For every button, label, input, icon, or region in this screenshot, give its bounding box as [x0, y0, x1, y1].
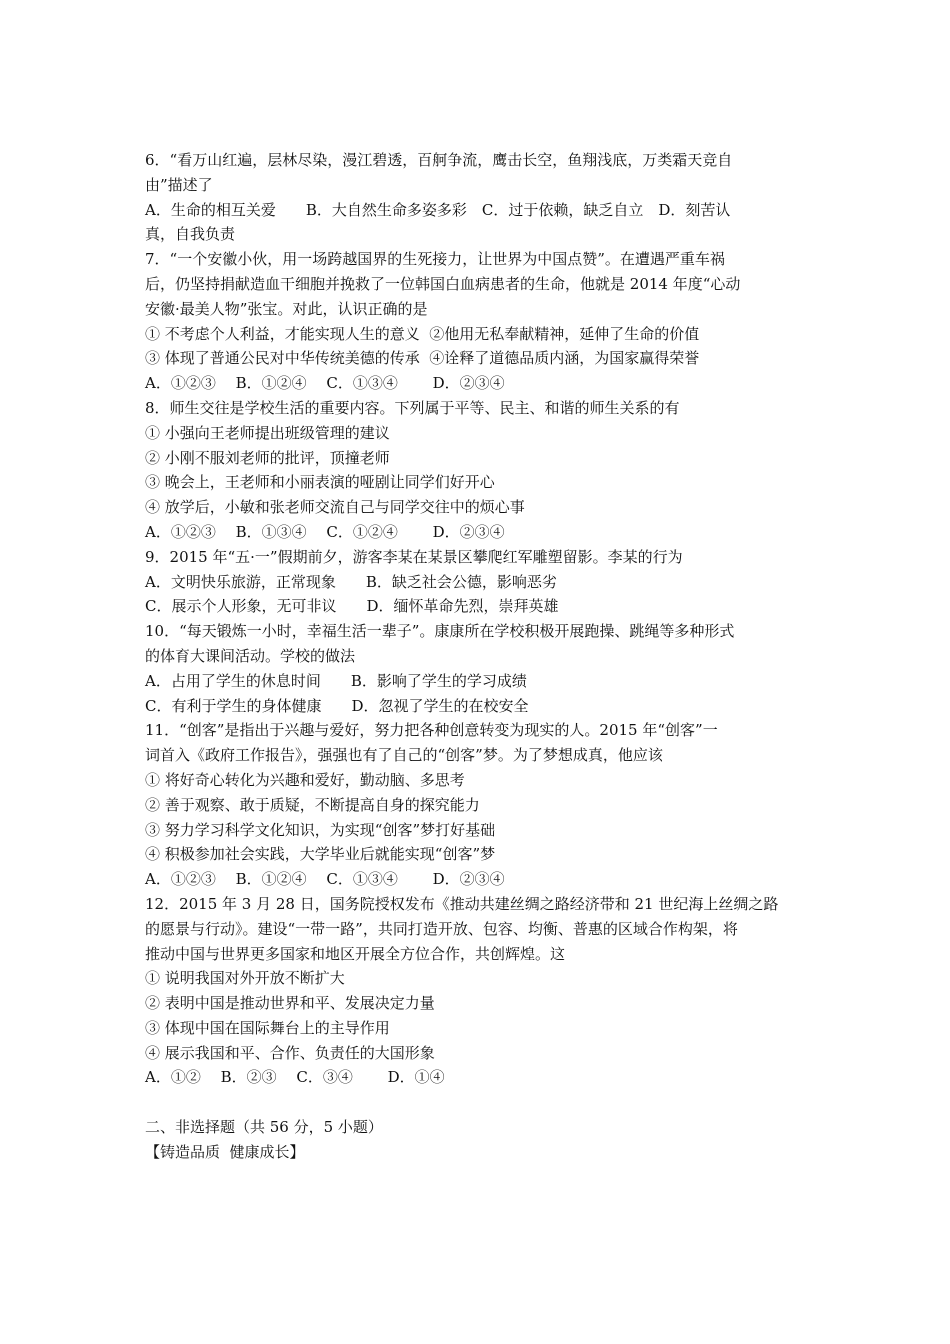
text-line: 12．2015 年 3 月 28 日，国务院授权发布《推动共建丝绸之路经济带和 21 世纪海上丝绸之路 — [145, 894, 779, 913]
text-line: 后，仍坚持捐献造血干细胞并挽救了一位韩国白血病患者的生命，他就是 2014 年度“心动 — [145, 274, 741, 293]
text-line: 真，自我负责 — [145, 225, 236, 244]
section-title: 二、非选择题（共 56 分，5 小题） — [145, 1118, 383, 1137]
text-line: ④ 放学后，小敏和张老师交流自己与同学交往中的烦心事 — [145, 498, 525, 517]
text-line: 的体育大课间活动。学校的做法 — [145, 646, 356, 665]
text-line: A．①②③ B．①③④ C．①②④ D．②③④ — [145, 522, 505, 541]
text-line: A．①② B．②③ C．③④ D．①④ — [145, 1068, 445, 1087]
text-line: ① 说明我国对外开放不断扩大 — [145, 969, 345, 988]
text-line: A．占用了学生的休息时间 B．影响了学生的学习成绩 — [145, 671, 527, 690]
blank-line — [145, 1090, 810, 1115]
text-line: 推动中国与世界更多国家和地区开展全方位合作，共创辉煌。这 — [145, 944, 566, 963]
text-line: A．文明快乐旅游，正常现象 B．缺乏社会公德，影响恶劣 — [145, 572, 557, 591]
text-line: C．展示个人形象，无可非议 D．缅怀革命先烈，崇拜英雄 — [145, 597, 559, 616]
text-line: ② 表明中国是推动世界和平、发展决定力量 — [145, 994, 435, 1013]
text-line: ① 不考虑个人利益，才能实现人生的意义 ②他用无私奉献精神，延伸了生命的价值 — [145, 324, 700, 343]
text-line: C．有利于学生的身体健康 D．忽视了学生的在校安全 — [145, 696, 529, 715]
text-line: 10．“每天锻炼一小时，幸福生活一辈子”。康康所在学校积极开展跑操、跳绳等多种形式 — [145, 622, 735, 641]
text-line: ② 小刚不服刘老师的批评，顶撞老师 — [145, 448, 390, 467]
text-line: A．①②③ B．①②④ C．①③④ D．②③④ — [145, 374, 505, 393]
text-line: ① 小强向王老师提出班级管理的建议 — [145, 423, 390, 442]
document-body — [145, 148, 810, 1165]
text-line: 的愿景与行动》。建设“一带一路”，共同打造开放、包容、均衡、普惠的区域合作构架，将 — [145, 919, 738, 938]
text-line: ① 将好奇心转化为兴趣和爱好，勤动脑、多思考 — [145, 770, 465, 789]
text-line: 安徽·最美人物”张宝。对此，认识正确的是 — [145, 299, 428, 318]
text-line: 7．“一个安徽小伙，用一场跨越国界的生死接力，让世界为中国点赞”。在遭遇严重车祸 — [145, 250, 725, 269]
text-line: A．生命的相互关爱 B．大自然生命多姿多彩 C．过于依赖，缺乏自立 D．刻苦认 — [145, 200, 731, 219]
subsection-title: 【铸造品质 健康成长】 — [145, 1142, 305, 1161]
text-line: 词首入《政府工作报告》，强强也有了自己的“创客”梦。为了梦想成真，他应该 — [145, 746, 663, 765]
text-line: 6．“看万山红遍，层林尽染，漫江碧透，百舸争流，鹰击长空，鱼翔浅底，万类霜天竞自 — [145, 151, 733, 169]
text-line: ④ 积极参加社会实践，大学毕业后就能实现“创客”梦 — [145, 845, 496, 864]
text-line: 由”描述了 — [145, 175, 213, 194]
text-line: ④ 展示我国和平、合作、负责任的大国形象 — [145, 1043, 435, 1062]
text-line: 9．2015 年“五·一”假期前夕，游客李某在某景区攀爬红军雕塑留影。李某的行为 — [145, 547, 683, 566]
text-line: 11．“创客”是指出于兴趣与爱好，努力把各种创意转变为现实的人。2015 年“创客”一 — [145, 721, 718, 740]
text-line: ③ 努力学习科学文化知识，为实现“创客”梦打好基础 — [145, 820, 496, 839]
text-line: 8．师生交往是学校生活的重要内容。下列属于平等、民主、和谐的师生关系的有 — [145, 398, 680, 417]
text-line: ③ 晚会上，王老师和小丽表演的哑剧让同学们好开心 — [145, 473, 495, 492]
text-line: ② 善于观察、敢于质疑，不断提高自身的探究能力 — [145, 795, 480, 814]
text-line: A．①②③ B．①②④ C．①③④ D．②③④ — [145, 870, 505, 889]
text-line: ③ 体现中国在国际舞台上的主导作用 — [145, 1018, 390, 1037]
text-line: ③ 体现了普通公民对中华传统美德的传承 ④诠释了道德品质内涵，为国家赢得荣誉 — [145, 349, 700, 368]
